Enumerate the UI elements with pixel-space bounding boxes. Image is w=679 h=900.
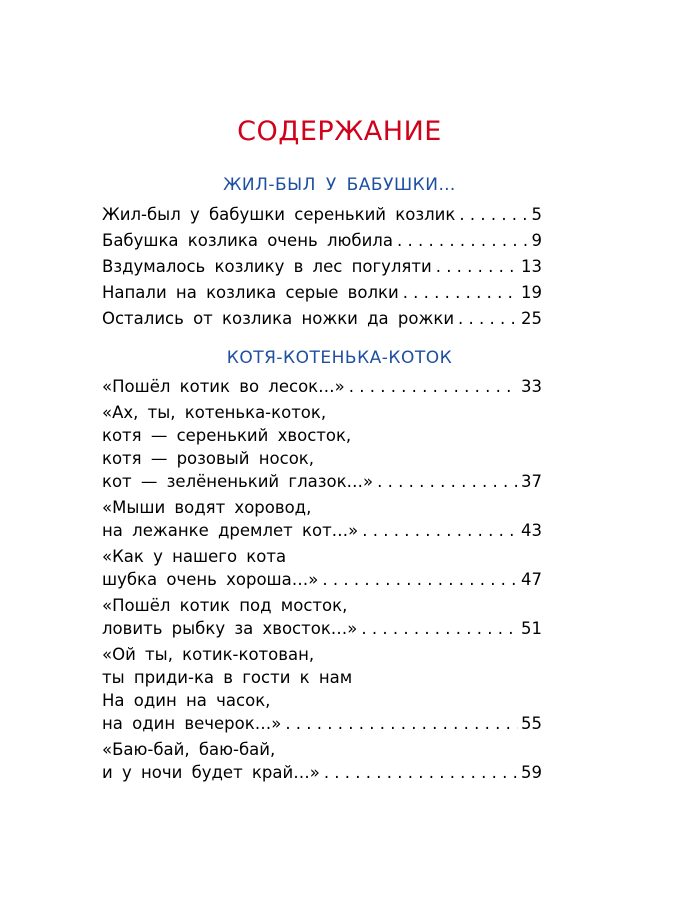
page-number: 59 xyxy=(521,763,542,782)
section-list-kotya xyxy=(102,375,542,787)
toc-entry xyxy=(102,496,542,542)
toc-entry xyxy=(102,229,542,252)
page-number: 51 xyxy=(521,619,542,638)
dot-leader xyxy=(458,307,518,330)
toc-entry-last-line xyxy=(102,307,542,330)
toc-entry-line: ты приди-ка в гости к нам xyxy=(102,668,353,687)
page-number: 9 xyxy=(531,231,542,250)
toc-entry-last-line xyxy=(102,470,542,493)
toc-entry-line: «Мыши водят хоровод, xyxy=(102,498,312,517)
toc-entry xyxy=(102,307,542,330)
dot-leader xyxy=(397,229,529,252)
toc-entry-last-line xyxy=(102,617,542,640)
dot-leader xyxy=(403,281,518,304)
page-number: 25 xyxy=(521,309,542,328)
toc-entry-last-line xyxy=(102,281,542,304)
toc-entry-line: «Ой ты, котик-котован, xyxy=(102,645,315,664)
section-title-zhil-byl: ЖИЛ-БЫЛ У БАБУШКИ… xyxy=(223,175,456,195)
page-number: 47 xyxy=(521,570,542,589)
toc-entry-last-line xyxy=(102,519,542,542)
toc-entry-last-line xyxy=(102,203,542,226)
toc-entry-line: котя — серенький хвосток, xyxy=(102,426,352,445)
toc-entry-last-line xyxy=(102,229,542,252)
toc-entry-text: Вздумалось козлику в лес погуляти xyxy=(102,257,432,276)
toc-entry-line: «Ах, ты, котенька-коток, xyxy=(102,403,327,422)
page-number: 5 xyxy=(531,205,542,224)
toc-entry-line: котя — розовый носок, xyxy=(102,449,315,468)
toc-entry-text: Остались от козлика ножки да рожки xyxy=(102,309,455,328)
toc-entry-text: «Пошёл котик во лесок…» xyxy=(102,377,345,396)
toc-entry-line: На один на часок, xyxy=(102,691,271,710)
dot-leader xyxy=(436,255,518,278)
toc-entry-text: на лежанке дремлет кот…» xyxy=(102,521,359,540)
toc-entry xyxy=(102,643,542,735)
toc-entry-last-line xyxy=(102,255,542,278)
toc-entry xyxy=(102,401,542,493)
dot-leader xyxy=(361,617,518,640)
toc-entry-last-line xyxy=(102,568,542,591)
dot-leader xyxy=(377,470,518,493)
toc-entry-text: ловить рыбку за хвосток…» xyxy=(102,619,358,638)
page-number: 55 xyxy=(521,714,542,733)
toc-entry-line: «Пошёл котик под мосток, xyxy=(102,596,348,615)
dot-leader xyxy=(349,375,518,398)
page-number: 43 xyxy=(521,521,542,540)
toc-entry xyxy=(102,375,542,398)
page-number: 37 xyxy=(521,472,542,491)
toc-entry xyxy=(102,203,542,226)
dot-leader xyxy=(322,568,518,591)
toc-entry-text: на один вечерок…» xyxy=(102,714,282,733)
toc-entry-last-line xyxy=(102,712,542,735)
dot-leader xyxy=(324,761,518,784)
page-number: 19 xyxy=(521,283,542,302)
page-title: СОДЕРЖАНИЕ xyxy=(237,116,442,147)
dot-leader xyxy=(459,203,528,226)
section-title-kotya: КОТЯ-КОТЕНЬКА-КОТОК xyxy=(226,348,453,368)
page-number: 13 xyxy=(521,257,542,276)
toc-entry-last-line xyxy=(102,375,542,398)
toc-entry-line: «Как у нашего кота xyxy=(102,547,287,566)
dot-leader xyxy=(285,712,518,735)
toc-entry xyxy=(102,738,542,784)
toc-entry xyxy=(102,281,542,304)
toc-entry-text: Жил-был у бабушки серенький козлик xyxy=(102,205,456,224)
toc-entry xyxy=(102,545,542,591)
page-number: 33 xyxy=(521,377,542,396)
toc-entry-last-line xyxy=(102,761,542,784)
toc-entry-text: Бабушка козлика очень любила xyxy=(102,231,393,250)
dot-leader xyxy=(362,519,518,542)
toc-entry xyxy=(102,594,542,640)
toc-entry-line: «Баю-бай, баю-бай, xyxy=(102,740,276,759)
toc-entry-text: шубка очень хороша…» xyxy=(102,570,319,589)
toc-entry-text: и у ночи будет край…» xyxy=(102,763,320,782)
toc-entry-text: Напали на козлика серые волки xyxy=(102,283,399,302)
toc-entry xyxy=(102,255,542,278)
toc-entry-text: кот — зелёненький глазок…» xyxy=(102,472,374,491)
section-list-zhil-byl xyxy=(102,203,542,333)
